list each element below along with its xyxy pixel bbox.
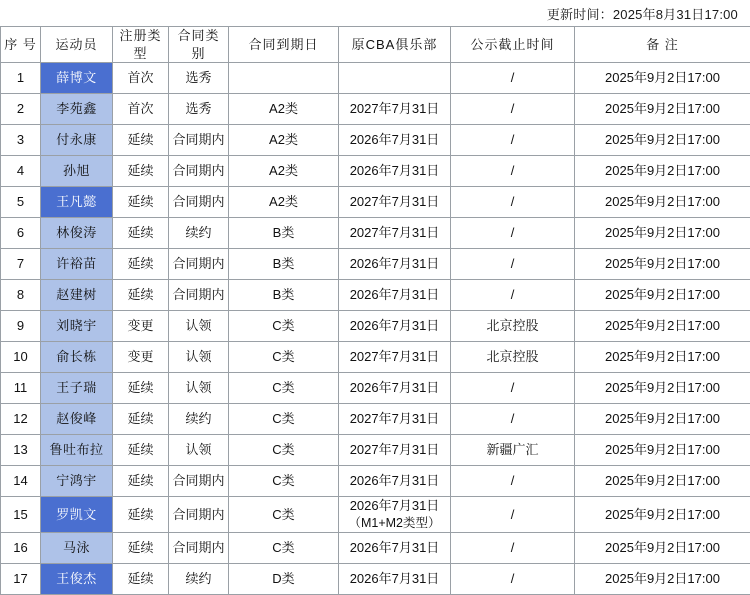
cell-contract-expiry: 2026年7月31日: [339, 532, 451, 563]
cell-contract-type: 认领: [169, 435, 229, 466]
cell-contract-expiry: 2027年7月31日: [339, 404, 451, 435]
cell-contract-class: C类: [229, 342, 339, 373]
cell-former-club: /: [451, 187, 575, 218]
column-header-index: 序 号: [1, 27, 41, 63]
cell-index: 9: [1, 311, 41, 342]
cell-registration-type: 变更: [113, 342, 169, 373]
cell-contract-class: A2类: [229, 94, 339, 125]
cell-registration-type: 延续: [113, 125, 169, 156]
table-row: [1, 404, 750, 435]
cell-registration-type: 延续: [113, 435, 169, 466]
cell-publicity-deadline: 2025年9月2日17:00: [575, 311, 750, 342]
table-row: [1, 435, 750, 466]
cell-contract-expiry: 2026年7月31日: [339, 249, 451, 280]
cell-publicity-deadline: 2025年9月2日17:00: [575, 404, 750, 435]
table-row: [1, 342, 750, 373]
contract-expiry-date: 2026年7月31日: [341, 497, 448, 515]
cell-contract-class: A2类: [229, 125, 339, 156]
cell-contract-type: 合同期内: [169, 497, 229, 532]
cell-contract-class: A2类: [229, 156, 339, 187]
cell-athlete-name: 赵俊峰: [41, 404, 113, 435]
cell-contract-expiry: 2027年7月31日: [339, 218, 451, 249]
cell-contract-class: C类: [229, 497, 339, 532]
cell-publicity-deadline: 2025年9月2日17:00: [575, 435, 750, 466]
cell-publicity-deadline: 2025年9月2日17:00: [575, 63, 750, 94]
cell-athlete-name: 薛博文: [41, 63, 113, 94]
table-row: [1, 125, 750, 156]
cell-former-club: /: [451, 249, 575, 280]
cell-index: 8: [1, 280, 41, 311]
column-header-publicity-deadline: 公示截止时间: [451, 27, 575, 63]
cell-athlete-name: 孙旭: [41, 156, 113, 187]
cell-registration-type: 延续: [113, 156, 169, 187]
contract-expiry-note: （M1+M2类型）: [341, 515, 448, 532]
cell-registration-type: 延续: [113, 497, 169, 532]
cell-athlete-name: 罗凯文: [41, 497, 113, 532]
table-row: [1, 466, 750, 497]
cell-athlete-name: 俞长栋: [41, 342, 113, 373]
cell-publicity-deadline: 2025年9月2日17:00: [575, 249, 750, 280]
cell-contract-type: 合同期内: [169, 249, 229, 280]
cell-contract-type: 认领: [169, 373, 229, 404]
cell-contract-class: C类: [229, 373, 339, 404]
cell-contract-type: 合同期内: [169, 156, 229, 187]
table-row: [1, 218, 750, 249]
cell-index: 6: [1, 218, 41, 249]
cell-index: 1: [1, 63, 41, 94]
cell-index: 5: [1, 187, 41, 218]
cell-contract-type: 续约: [169, 218, 229, 249]
cell-registration-type: 延续: [113, 218, 169, 249]
cell-index: 11: [1, 373, 41, 404]
cell-contract-class: C类: [229, 532, 339, 563]
cell-index: 7: [1, 249, 41, 280]
cell-former-club: /: [451, 94, 575, 125]
cell-contract-expiry: 2026年7月31日: [339, 280, 451, 311]
cell-registration-type: 首次: [113, 63, 169, 94]
cell-contract-class: C类: [229, 404, 339, 435]
column-header-contract-expiry: 合同到期日: [229, 27, 339, 63]
cell-index: 2: [1, 94, 41, 125]
table-row: [1, 497, 750, 532]
cell-athlete-name: 王凡懿: [41, 187, 113, 218]
cell-publicity-deadline: 2025年9月2日17:00: [575, 342, 750, 373]
cell-former-club: /: [451, 563, 575, 594]
cell-publicity-deadline: 2025年9月2日17:00: [575, 563, 750, 594]
cell-registration-type: 延续: [113, 249, 169, 280]
cell-registration-type: 延续: [113, 532, 169, 563]
cell-publicity-deadline: 2025年9月2日17:00: [575, 466, 750, 497]
cell-athlete-name: 林俊涛: [41, 218, 113, 249]
cell-athlete-name: 王子瑞: [41, 373, 113, 404]
cell-contract-expiry: 2026年7月31日: [339, 466, 451, 497]
table-body: [1, 63, 750, 594]
cell-registration-type: 延续: [113, 280, 169, 311]
cell-contract-type: 选秀: [169, 94, 229, 125]
cell-publicity-deadline: 2025年9月2日17:00: [575, 125, 750, 156]
cell-athlete-name: 李苑鑫: [41, 94, 113, 125]
cell-publicity-deadline: 2025年9月2日17:00: [575, 156, 750, 187]
cell-contract-expiry: 2027年7月31日: [339, 187, 451, 218]
cell-contract-expiry: [339, 497, 451, 532]
cell-contract-expiry: 2026年7月31日: [339, 125, 451, 156]
cell-athlete-name: 付永康: [41, 125, 113, 156]
cell-contract-type: 选秀: [169, 63, 229, 94]
cell-contract-class: C类: [229, 466, 339, 497]
cell-athlete-name: 许裕苗: [41, 249, 113, 280]
table-row: [1, 373, 750, 404]
column-header-registration-type: 注册类型: [113, 27, 169, 63]
cell-index: 17: [1, 563, 41, 594]
table-row: [1, 563, 750, 594]
cell-contract-class: C类: [229, 435, 339, 466]
table-row: [1, 311, 750, 342]
table-row: [1, 63, 750, 94]
cell-index: 3: [1, 125, 41, 156]
cell-index: 14: [1, 466, 41, 497]
column-header-contract-category: 合同类别: [169, 27, 229, 63]
cell-athlete-name: 鲁吐布拉: [41, 435, 113, 466]
cell-athlete-name: 宁鸿宇: [41, 466, 113, 497]
cell-former-club: /: [451, 63, 575, 94]
cell-former-club: /: [451, 125, 575, 156]
cell-former-club: /: [451, 497, 575, 532]
cell-contract-expiry: 2026年7月31日: [339, 373, 451, 404]
cell-index: 16: [1, 532, 41, 563]
cell-contract-class: B类: [229, 249, 339, 280]
cell-contract-class: [229, 63, 339, 94]
cell-publicity-deadline: 2025年9月2日17:00: [575, 373, 750, 404]
column-header-athlete: 运动员: [41, 27, 113, 63]
column-header-former-club: 原CBA俱乐部: [339, 27, 451, 63]
cell-former-club: /: [451, 532, 575, 563]
cell-registration-type: 延续: [113, 563, 169, 594]
cell-contract-class: B类: [229, 218, 339, 249]
cell-contract-expiry: 2027年7月31日: [339, 342, 451, 373]
column-header-remark: 备 注: [575, 27, 750, 63]
cell-former-club: /: [451, 156, 575, 187]
cell-registration-type: 延续: [113, 404, 169, 435]
cell-contract-type: 续约: [169, 404, 229, 435]
cell-contract-class: C类: [229, 311, 339, 342]
athlete-registration-table: [0, 26, 750, 595]
cell-contract-class: D类: [229, 563, 339, 594]
cell-contract-type: 合同期内: [169, 466, 229, 497]
cell-publicity-deadline: 2025年9月2日17:00: [575, 532, 750, 563]
cell-contract-type: 认领: [169, 311, 229, 342]
cell-registration-type: 延续: [113, 373, 169, 404]
cell-athlete-name: 赵建树: [41, 280, 113, 311]
cell-contract-type: 合同期内: [169, 280, 229, 311]
cell-former-club: /: [451, 466, 575, 497]
cell-contract-expiry: [339, 63, 451, 94]
cell-publicity-deadline: 2025年9月2日17:00: [575, 187, 750, 218]
table-row: [1, 249, 750, 280]
cell-contract-expiry: 2026年7月31日: [339, 563, 451, 594]
cell-contract-expiry: 2027年7月31日: [339, 435, 451, 466]
table-row: [1, 156, 750, 187]
cell-index: 13: [1, 435, 41, 466]
cell-contract-type: 合同期内: [169, 532, 229, 563]
cell-registration-type: 延续: [113, 466, 169, 497]
cell-contract-expiry: 2026年7月31日: [339, 311, 451, 342]
table-row: [1, 187, 750, 218]
update-time-label: 更新时间：2025年8月31日17:00: [547, 4, 738, 23]
update-time-bar: [0, 0, 750, 26]
cell-index: 10: [1, 342, 41, 373]
cell-publicity-deadline: 2025年9月2日17:00: [575, 280, 750, 311]
cell-contract-expiry: 2026年7月31日: [339, 156, 451, 187]
cell-contract-type: 续约: [169, 563, 229, 594]
cell-registration-type: 变更: [113, 311, 169, 342]
cell-former-club: 北京控股: [451, 311, 575, 342]
cell-publicity-deadline: 2025年9月2日17:00: [575, 94, 750, 125]
cell-athlete-name: 刘晓宇: [41, 311, 113, 342]
cell-former-club: 北京控股: [451, 342, 575, 373]
cell-contract-type: 合同期内: [169, 125, 229, 156]
cell-former-club: /: [451, 404, 575, 435]
cell-publicity-deadline: 2025年9月2日17:00: [575, 497, 750, 532]
cell-athlete-name: 王俊杰: [41, 563, 113, 594]
cell-former-club: /: [451, 373, 575, 404]
cell-index: 15: [1, 497, 41, 532]
cell-contract-type: 合同期内: [169, 187, 229, 218]
table-header-row: [1, 27, 750, 63]
table-row: [1, 532, 750, 563]
cell-former-club: /: [451, 280, 575, 311]
cell-former-club: /: [451, 218, 575, 249]
table-row: [1, 280, 750, 311]
cell-contract-expiry: 2027年7月31日: [339, 94, 451, 125]
cell-index: 12: [1, 404, 41, 435]
cell-contract-type: 认领: [169, 342, 229, 373]
cell-publicity-deadline: 2025年9月2日17:00: [575, 218, 750, 249]
cell-contract-class: B类: [229, 280, 339, 311]
cell-index: 4: [1, 156, 41, 187]
cell-registration-type: 延续: [113, 187, 169, 218]
cell-former-club: 新疆广汇: [451, 435, 575, 466]
cell-athlete-name: 马泳: [41, 532, 113, 563]
cell-contract-class: A2类: [229, 187, 339, 218]
table-row: [1, 94, 750, 125]
cell-registration-type: 首次: [113, 94, 169, 125]
